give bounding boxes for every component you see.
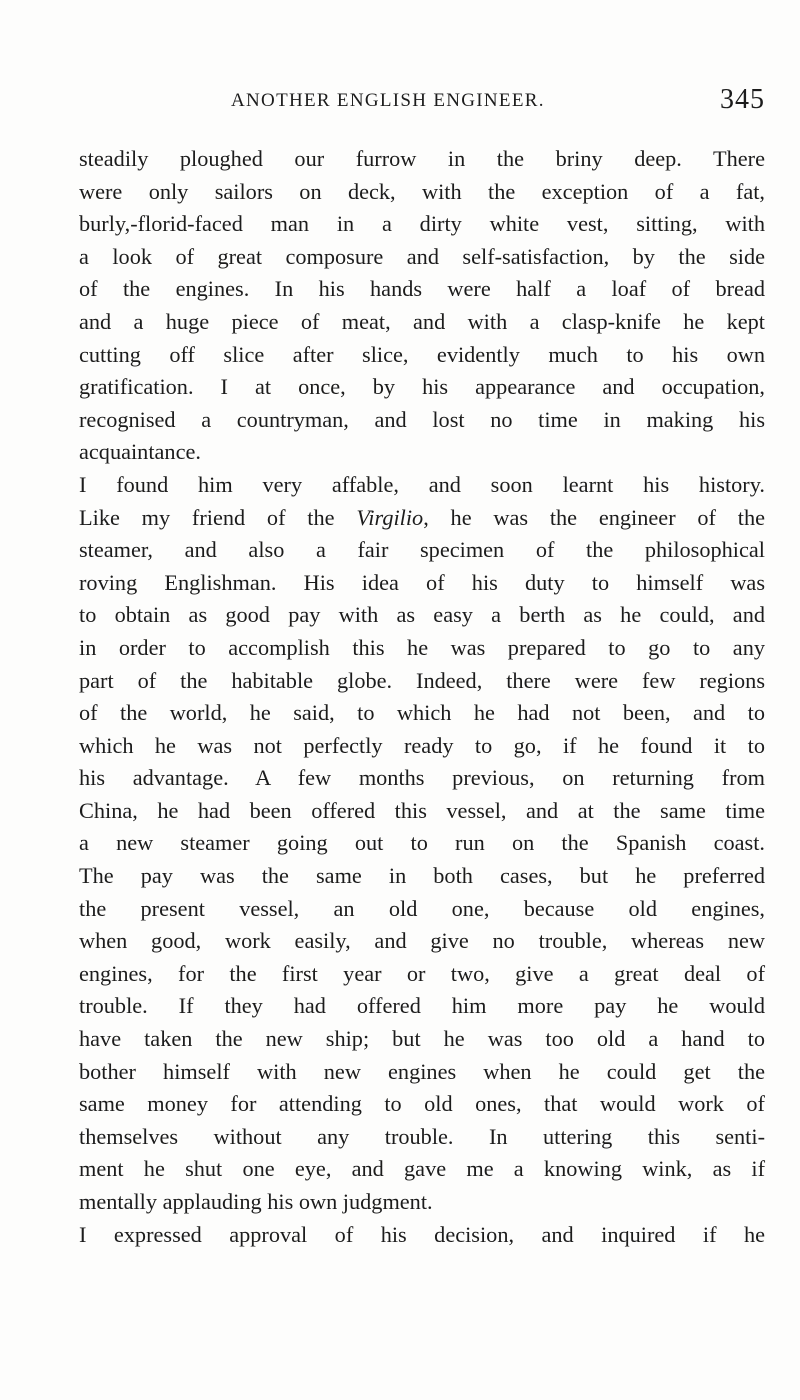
running-head xyxy=(79,84,765,124)
text-line: acquaintance. xyxy=(79,439,201,465)
text-line: The pay was the same in both cases, but he preferred xyxy=(79,863,765,889)
text-line: ment he shut one eye, and gave me a knowing wink, as if xyxy=(79,1156,765,1182)
body-text xyxy=(79,143,765,1251)
text-line: of the engines. In his hands were half a loaf of bread xyxy=(79,276,765,302)
text-segment: Like my friend of the xyxy=(79,504,357,530)
text-line: have taken the new ship; but he was too old a hand to xyxy=(79,1026,765,1052)
text-line: gratification. I at once, by his appearance and occupation, xyxy=(79,374,765,400)
text-line: trouble. If they had offered him more pay he would xyxy=(79,993,765,1019)
text-line: were only sailors on deck, with the exception of a fat, xyxy=(79,178,765,204)
text-line: steadily ploughed our furrow in the briny deep. There xyxy=(79,146,765,171)
text-line: part of the habitable globe. Indeed, there were few regions xyxy=(79,667,765,693)
page-number: 345 xyxy=(720,84,765,115)
text-line: burly,-florid-faced man in a dirty white vest, sitting, with xyxy=(79,211,765,237)
text-line: a look of great composure and self-satisfaction, by the side xyxy=(79,243,765,269)
text-line: steamer, and also a fair specimen of the philosophical xyxy=(79,537,765,563)
text-line: recognised a countryman, and lost no time in making his xyxy=(79,406,765,432)
text-line: engines, for the first year or two, give a great deal of xyxy=(79,960,765,986)
text-line: roving Englishman. His idea of his duty to himself was xyxy=(79,569,765,595)
text-line: to obtain as good pay with as easy a berth as he could, and xyxy=(79,602,765,628)
text-segment: , he was the engineer of the xyxy=(423,504,765,530)
text-line: China, he had been offered this vessel, and at the same time xyxy=(79,797,765,823)
text-line: themselves without any trouble. In uttering this senti- xyxy=(79,1123,765,1149)
text-line: bother himself with new engines when he could get the xyxy=(79,1058,765,1084)
text-line: which he was not perfectly ready to go, if he found it to xyxy=(79,732,765,758)
text-line: cutting off slice after slice, evidently much to his own xyxy=(79,341,765,367)
text-line: mentally applauding his own judgment. xyxy=(79,1189,433,1214)
text-line: his advantage. A few months previous, on returning from xyxy=(79,765,765,791)
ship-name-italic: Virgilio xyxy=(356,504,424,530)
text-line: when good, work easily, and give no trouble, whereas new xyxy=(79,928,765,954)
text-line: in order to accomplish this he was prepared to go to any xyxy=(79,634,765,660)
running-title: ANOTHER ENGLISH ENGINEER. xyxy=(231,90,545,111)
text-line: a new steamer going out to run on the Spanish coast. xyxy=(79,830,765,856)
text-line: of the world, he said, to which he had not been, and to xyxy=(79,700,765,726)
text-line: and a huge piece of meat, and with a clasp-knife he kept xyxy=(79,308,765,334)
text-line: I found him very affable, and soon learnt his history. xyxy=(79,471,765,497)
text-line: I expressed approval of his decision, and inquired if he xyxy=(79,1221,765,1247)
text-line: the present vessel, an old one, because old engines, xyxy=(79,895,765,921)
text-line-with-italic xyxy=(79,502,765,535)
text-line: same money for attending to old ones, that would work of xyxy=(79,1091,765,1117)
